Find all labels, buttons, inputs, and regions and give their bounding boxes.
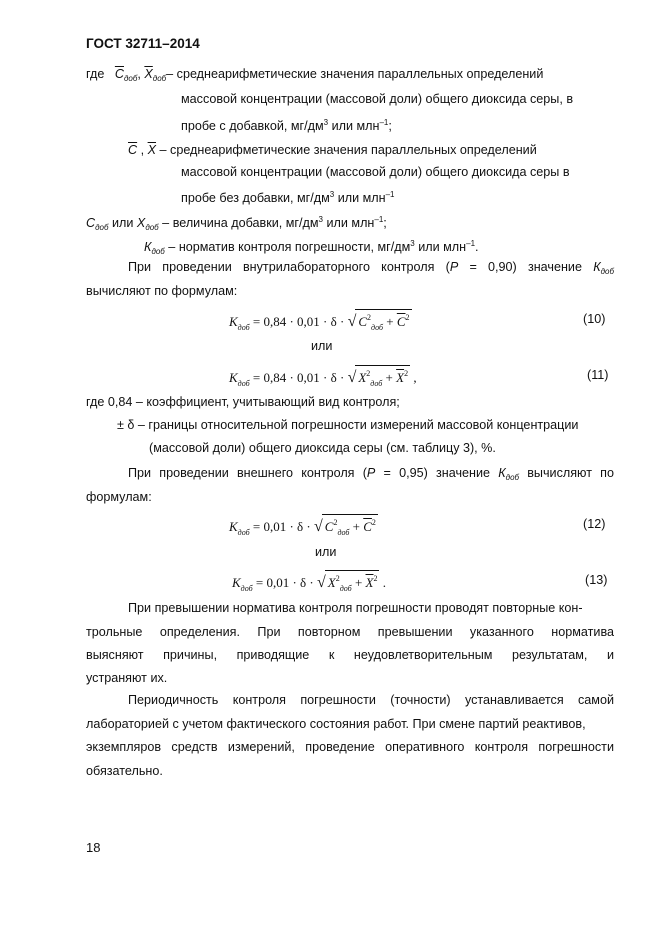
formula-12: $К_{доб} = 0,01 \cdot \delta$ · √ $С^2_{доб} + С^2$	[229, 514, 378, 541]
paragraph-4-line-1: Периодичность контроля погрешности (точности) устанавливается самой	[128, 693, 614, 707]
definition-4: $К_{доб}$ – норматив контроля погрешности, $мг/дм^3$ или млн$^{-1}$.	[144, 239, 479, 256]
sqrt-icon: √	[316, 574, 326, 591]
definition-2-line-1: С , $\overline{X}$ – среднеарифметические значения параллельных определений	[128, 143, 537, 157]
definition-1-line-3: пробе с добавкой, $мг/дм^3$ или млн$^{-1}$;	[181, 118, 392, 133]
paragraph-3-line-3: выясняют причины, приводящие к неудовлетворительным результатам, и	[86, 648, 614, 662]
formula-10-number: (10)	[583, 312, 606, 326]
sqrt-icon: √	[313, 518, 323, 535]
paragraph-4-line-2: лабораторией с учетом фактического состояния работ. При смене партий реактивов,	[86, 717, 586, 731]
paragraph-3-line-4: устраняют их.	[86, 671, 168, 685]
definition-2-line-2: массовой концентрации (массовой доли) общего диоксида серы в	[181, 165, 570, 179]
paragraph-1-line-1: При проведении внутрилабораторного контроля (Р = 0,90) значение $К_{доб}$	[128, 260, 614, 276]
formula-13-radicand: $X^2_{доб} + \overline{X}^2$	[325, 570, 380, 596]
formula-11-radicand: $X^2_{доб} + \overline{X}^2$	[355, 365, 410, 391]
formula-12-radicand: $С^2_{доб} + С^2$	[322, 514, 378, 540]
sqrt-icon: √	[347, 369, 357, 386]
document-header: ГОСТ 32711–2014	[86, 36, 200, 51]
page-number: 18	[86, 840, 101, 855]
formula-10: $К_{доб} = 0,84 \cdot 0,01 \cdot \delta$ · √ $С^2_{доб} + С^2$	[229, 309, 412, 336]
formula-or-2: или	[315, 545, 337, 559]
paragraph-4-line-4: обязательно.	[86, 764, 163, 778]
definition-3: $С_{доб}$ или $X_{доб}$ – величина добавки, $мг/дм^3$ или млн$^{-1}$;	[86, 215, 387, 232]
paragraph-3-line-1: При превышении норматива контроля погрешности проводят повторные кон-	[128, 601, 583, 615]
paragraph-2-line-1: При проведении внешнего контроля (Р = 0,95) значение $К_{доб}$ вычисляют по	[128, 466, 615, 482]
formula-11: $К_{доб} = 0,84 \cdot 0,01 \cdot \delta$ · √ $X^2_{доб} + \overline{X}^2$ ,	[229, 365, 417, 392]
formula-11-number: (11)	[587, 368, 609, 382]
formula-13-number: (13)	[585, 573, 608, 587]
definition-2-line-3: пробе без добавки, $мг/дм^3$ или млн$^{-1}$	[181, 190, 395, 205]
formula-10-radicand: $С^2_{доб} + С^2$	[355, 309, 411, 335]
coefficient-definition: где 0,84 – коэффициент, учитывающий вид контроля;	[86, 395, 400, 409]
delta-definition-line-1: ± δ – границы относительной погрешности измерений массовой концентрации	[117, 418, 579, 432]
sqrt-icon: √	[347, 313, 357, 330]
delta-definition-line-2: (массовой доли) общего диоксида серы (см. таблицу 3), %.	[149, 441, 496, 455]
paragraph-4-line-3: экземпляров средств измерений, проведение оперативного контроля погрешности	[86, 740, 614, 754]
definition-1-line-2: массовой концентрации (массовой доли) общего диоксида серы, в	[181, 92, 574, 106]
definition-1-line-1: где $С_{доб}$, $\overline{X}_{доб}-$ среднеарифметические значения параллельных определений	[86, 67, 544, 83]
paragraph-1-line-2: вычисляют по формулам:	[86, 284, 238, 298]
formula-12-number: (12)	[583, 517, 606, 531]
paragraph-2-line-2: формулам:	[86, 490, 152, 504]
paragraph-3-line-2: трольные определения. При повторном превышении указанного норматива	[86, 625, 614, 639]
formula-13: $К_{доб} = 0,01 \cdot \delta$ · √ $X^2_{доб} + \overline{X}^2$ .	[232, 570, 386, 597]
formula-or-1: или	[311, 339, 333, 353]
